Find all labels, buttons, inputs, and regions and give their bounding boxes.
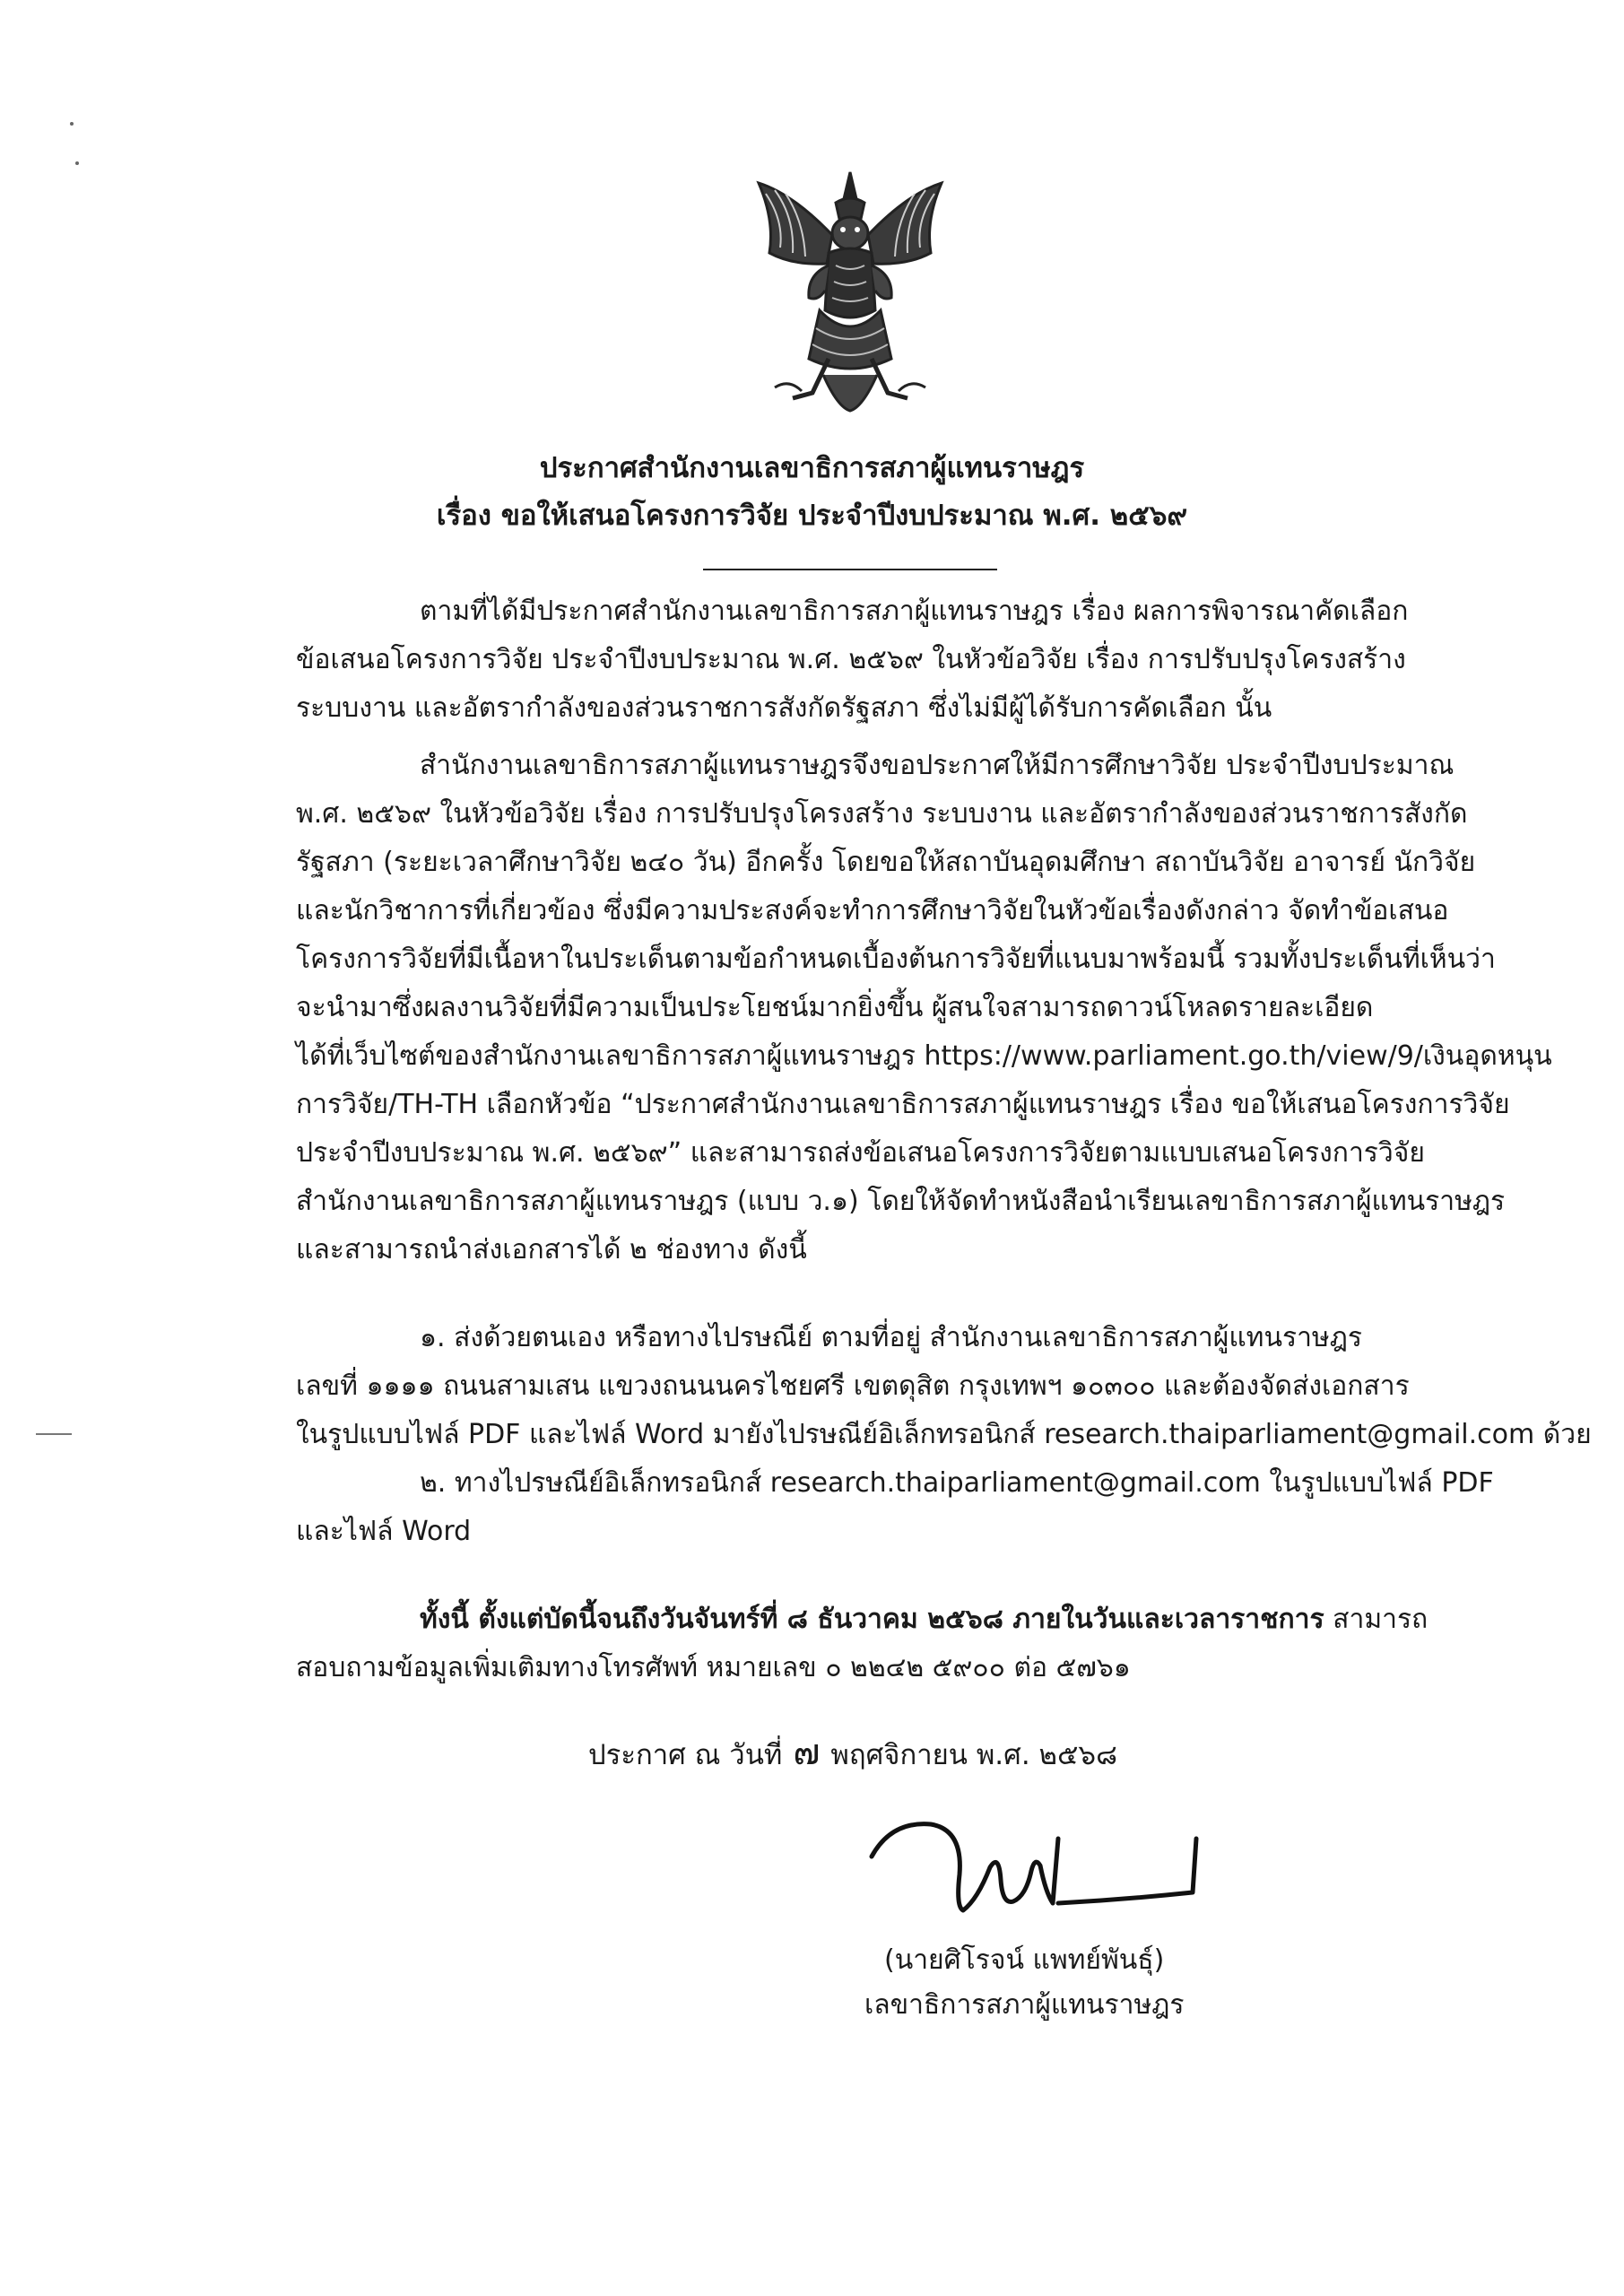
scan-speck [75,161,79,165]
deadline-continuation: สามารถ [1324,1604,1429,1635]
paragraph-2-line: และนักวิชาการที่เกี่ยวข้อง ซึ่งมีความประสงค์จะทำการศึกษาวิจัยในหัวข้อเรื่องดังกล่าว จัดทำข้อเสนอ [296,895,1449,926]
paragraph-2-line: การวิจัย/TH-TH เลือกหัวข้อ “ประกาศสำนักงานเลขาธิการสภาผู้แทนราษฎร เรื่อง ขอให้เสนอโครงการวิจัย [296,1089,1510,1120]
paragraph-2-line: จะนำมาซึ่งผลงานวิจัยที่มีความเป็นประโยชน์มากยิ่งขึ้น ผู้สนใจสามารถดาวน์โหลดรายละเอียด [296,992,1374,1023]
submission-method-1: เลขที่ ๑๑๑๑ ถนนสามเสน แขวงถนนนครไชยศรี เขตดุสิต กรุงเทพฯ ๑๐๓๐๐ และต้องจัดส่งเอกสาร [296,1370,1410,1402]
garuda-emblem-icon [739,167,961,414]
paragraph-1-line: ตามที่ได้มีประกาศสำนักงานเลขาธิการสภาผู้แทนราษฎร เรื่อง ผลการพิจารณาคัดเลือก [420,596,1409,627]
signer-name: (นายศิโรจน์ แพทย์พันธุ์) [884,1944,1165,1976]
submission-method-2: และไฟล์ Word [296,1516,472,1547]
announcement-title: ประกาศสำนักงานเลขาธิการสภาผู้แทนราษฎร [539,452,1085,484]
date-suffix: พฤศจิกายน พ.ศ. ๒๕๖๘ [830,1739,1118,1771]
submission-method-1: ในรูปแบบไฟล์ PDF และไฟล์ Word มายังไปรษณีย์อิเล็กทรอนิกส์ research.thaiparliament@gmail.com ด้วย [296,1419,1592,1450]
deadline-line [420,1602,1428,1638]
announcement-subject: เรื่อง ขอให้เสนอโครงการวิจัย ประจำปีงบประมาณ พ.ศ. ๒๕๖๙ [436,500,1188,532]
signer-title: เลขาธิการสภาผู้แทนราษฎร [864,1989,1185,2021]
contact-phone-line: สอบถามข้อมูลเพิ่มเติมทางโทรศัพท์ หมายเลข ๐ ๒๒๔๒ ๕๙๐๐ ต่อ ๕๗๖๑ [296,1652,1131,1683]
announcement-date [588,1732,1118,1773]
submission-method-2: ๒. ทางไปรษณีย์อิเล็กทรอนิกส์ research.thaiparliament@gmail.com ในรูปแบบไฟล์ PDF [420,1467,1494,1499]
paragraph-2-line: ได้ที่เว็บไซต์ของสำนักงานเลขาธิการสภาผู้แทนราษฎร https://www.parliament.go.th/view/9/เงินอุดหนุน [296,1040,1552,1072]
date-day: ๗ [793,1732,821,1773]
date-prefix: ประกาศ ณ วันที่ [588,1739,783,1771]
paragraph-2-line: รัฐสภา (ระยะเวลาศึกษาวิจัย ๒๔๐ วัน) อีกครั้ง โดยขอให้สถาบันอุดมศึกษา สถาบันวิจัย อาจารย์ นักวิจัย [296,847,1476,878]
paragraph-2-line: และสามารถนำส่งเอกสารได้ ๒ ช่องทาง ดังนี้ [296,1234,807,1265]
paragraph-2-line: สำนักงานเลขาธิการสภาผู้แทนราษฎรจึงขอประกาศให้มีการศึกษาวิจัย ประจำปีงบประมาณ [420,750,1455,781]
paragraph-2-line: สำนักงานเลขาธิการสภาผู้แทนราษฎร (แบบ ว.๑) โดยให้จัดทำหนังสือนำเรียนเลขาธิการสภาผู้แทนราษฎร [296,1186,1506,1217]
handwritten-signature [855,1803,1205,1928]
paragraph-1-line: ระบบงาน และอัตรากำลังของส่วนราชการสังกัดรัฐสภา ซึ่งไม่มีผู้ได้รับการคัดเลือก นั้น [296,692,1272,724]
deadline-date: ทั้งนี้ ตั้งแต่บัดนี้จนถึงวันจันทร์ที่ ๘ ธันวาคม ๒๕๖๘ ภายในวันและเวลาราชการ [420,1604,1324,1635]
scan-margin-mark [36,1433,72,1435]
paragraph-2-line: ประจำปีงบประมาณ พ.ศ. ๒๕๖๙” และสามารถส่งข้อเสนอโครงการวิจัยตามแบบเสนอโครงการวิจัย [296,1137,1425,1169]
submission-method-1: ๑. ส่งด้วยตนเอง หรือทางไปรษณีย์ ตามที่อยู่ สำนักงานเลขาธิการสภาผู้แทนราษฎร [420,1322,1362,1353]
scan-speck [70,122,74,126]
paragraph-1-line: ข้อเสนอโครงการวิจัย ประจำปีงบประมาณ พ.ศ. ๒๕๖๙ ในหัวข้อวิจัย เรื่อง การปรับปรุงโครงสร้าง [296,644,1406,675]
paragraph-2-line: โครงการวิจัยที่มีเนื้อหาในประเด็นตามข้อกำหนดเบื้องต้นการวิจัยที่แนบมาพร้อมนี้ รวมทั้งประเด็นที่เห็นว่า [296,944,1496,975]
paragraph-2-line: พ.ศ. ๒๕๖๙ ในหัวข้อวิจัย เรื่อง การปรับปรุงโครงสร้าง ระบบงาน และอัตรากำลังของส่วนราชการสังกัด [296,798,1468,830]
title-divider [703,569,997,570]
